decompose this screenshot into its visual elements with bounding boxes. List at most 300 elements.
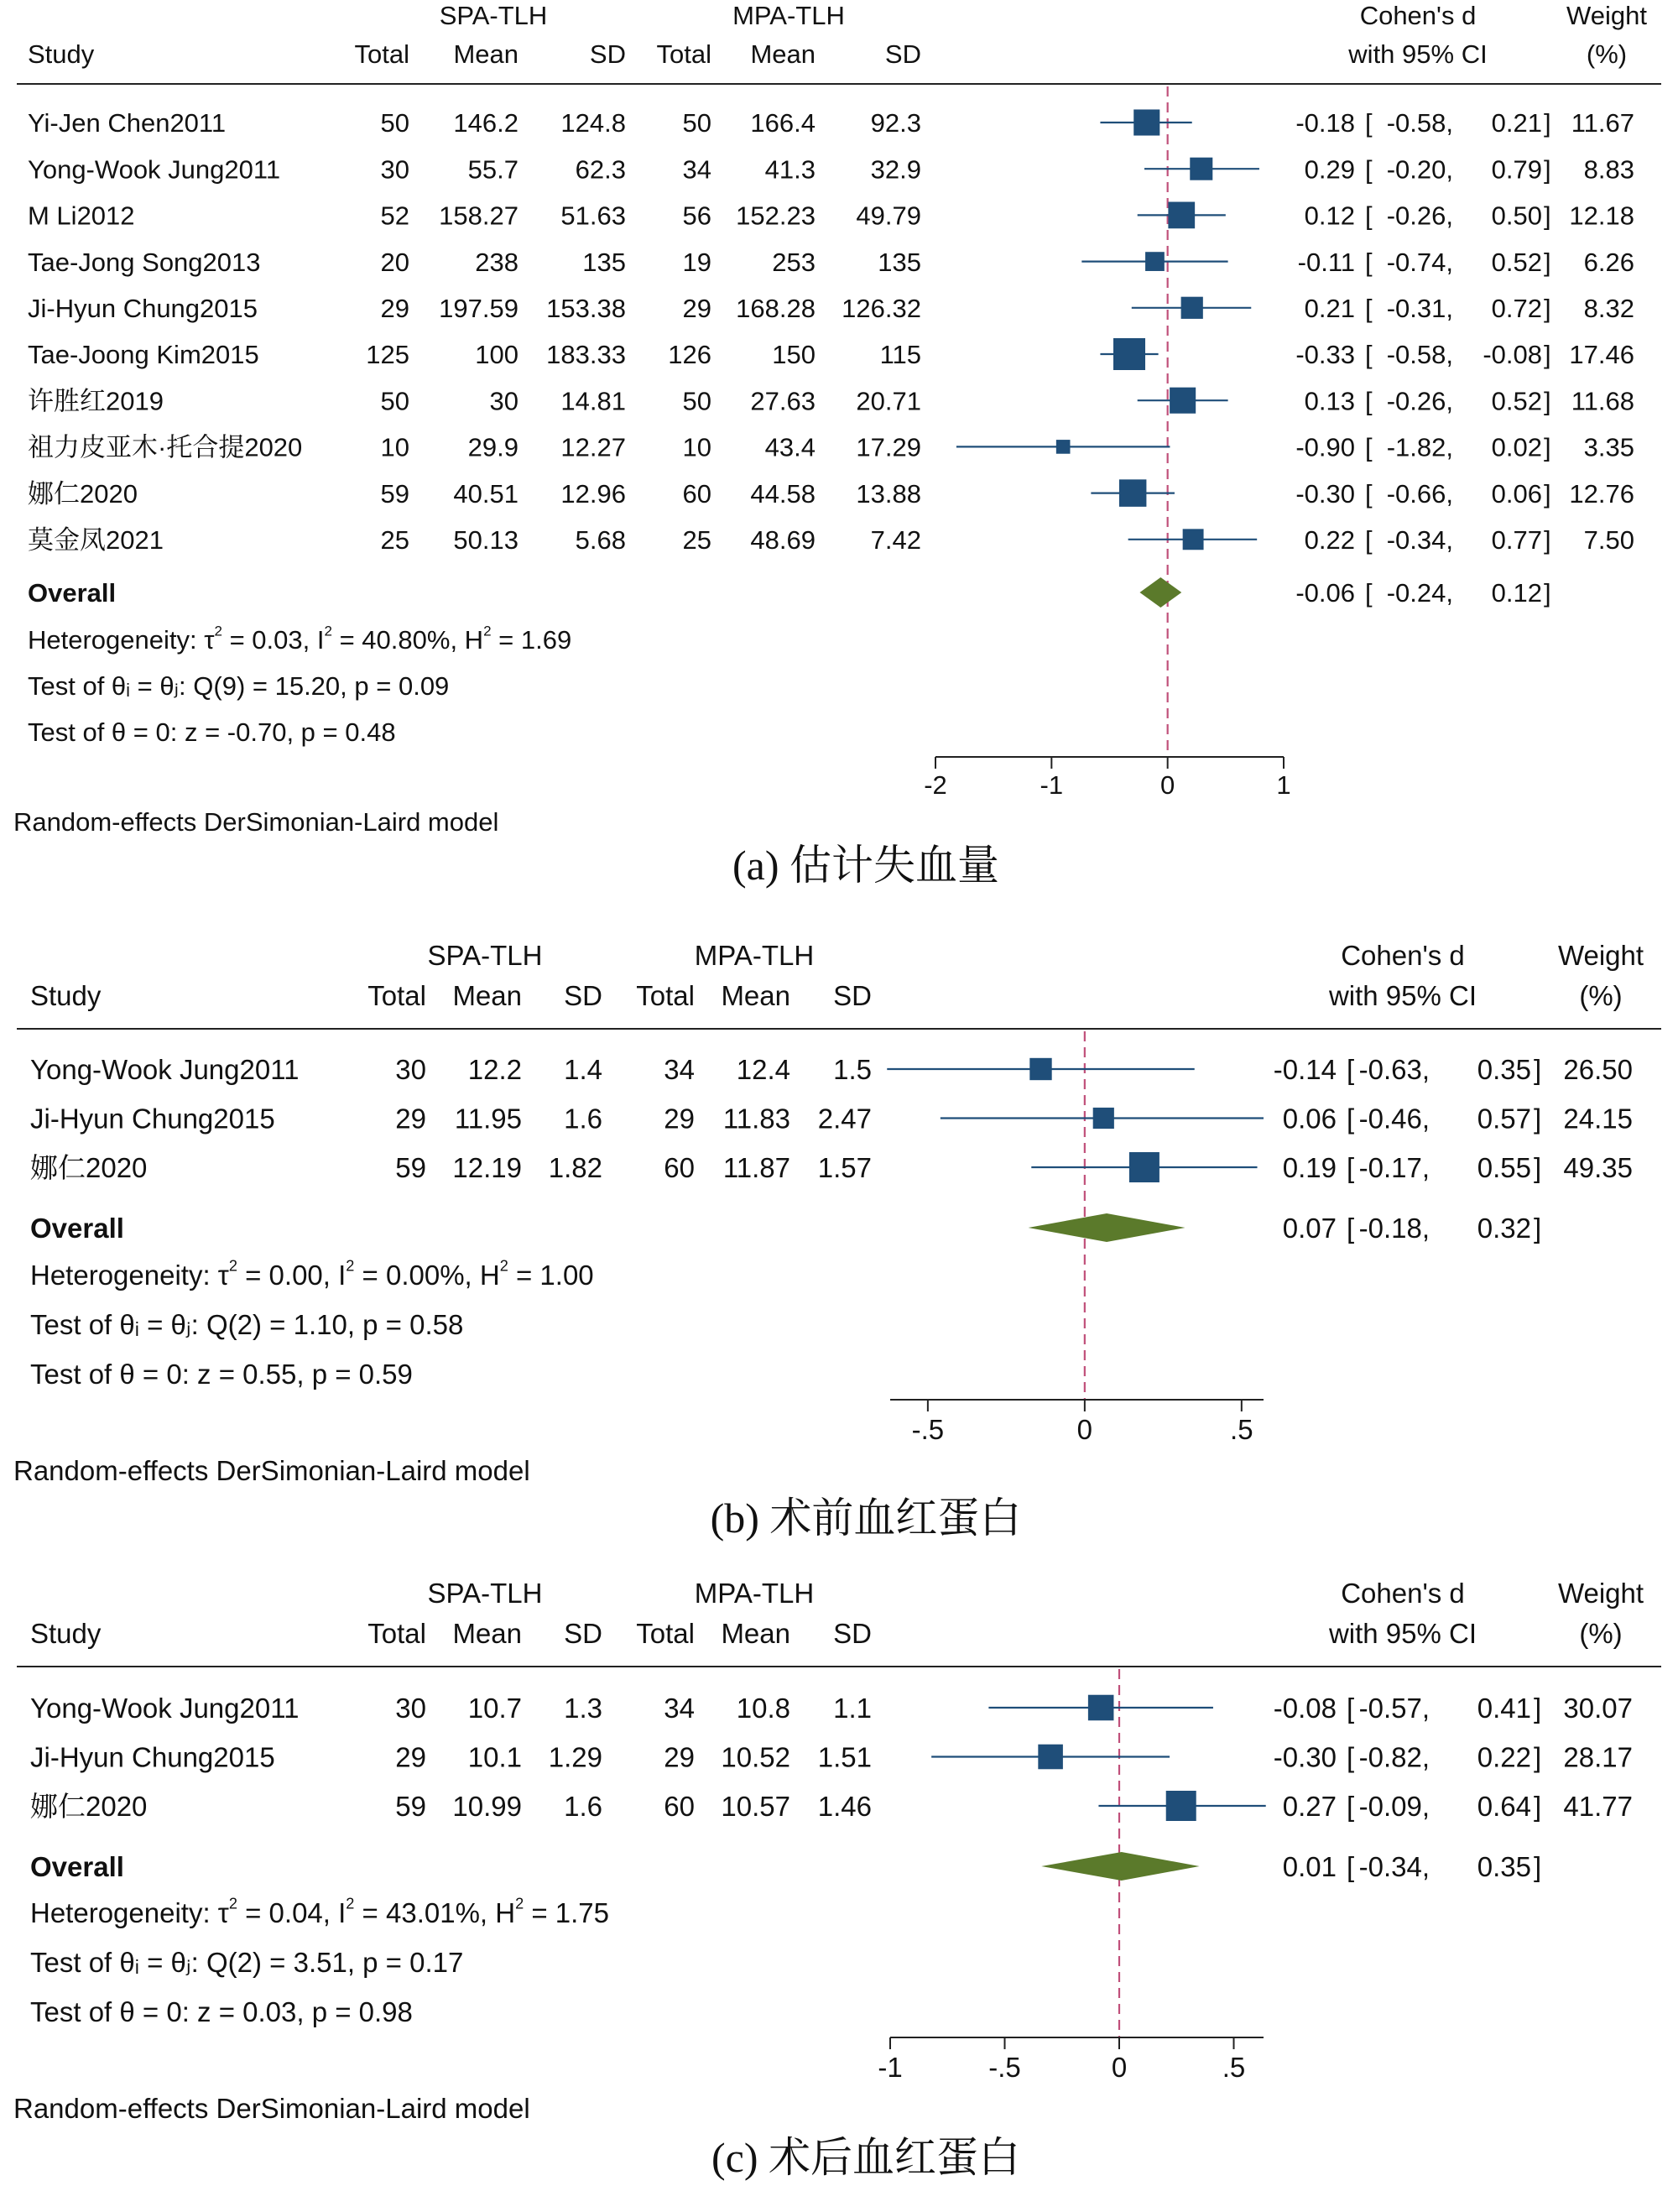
x-tick-label: 0 (1111, 2052, 1128, 2083)
study-value-sd1: 124.8 (560, 108, 626, 138)
column-header-m1: Mean (452, 1618, 522, 1649)
column-header-sd2: SD (884, 39, 921, 69)
ci-upper: 0.41 (1477, 1692, 1531, 1724)
ci-upper: 0.06 (1491, 478, 1542, 509)
superscript: 2 (346, 1895, 355, 1912)
study-value-n1: 30 (395, 1692, 426, 1724)
ci-bracket-close: ] (1544, 293, 1551, 323)
heterogeneity-q-test: Test of θᵢ = θⱼ: Q(9) = 15.20, p = 0.09 (28, 671, 450, 702)
superscript: 2 (483, 623, 492, 639)
study-value-sd2: 135 (878, 247, 921, 277)
study-weight: 11.68 (1571, 386, 1634, 416)
study-value-n2: 29 (664, 1741, 695, 1773)
study-value-sd1: 14.81 (560, 386, 626, 416)
ci-bracket-close: ] (1544, 108, 1551, 138)
overall-ci-upper: 0.32 (1477, 1212, 1531, 1244)
study-label: 娜仁2020 (28, 478, 138, 509)
overall-estimate: 0.07 (1282, 1212, 1337, 1244)
ci-lower: -1.82, (1386, 432, 1453, 462)
ci-bracket-open: [ (1347, 1212, 1355, 1244)
study-value-sd1: 153.38 (546, 293, 626, 323)
study-value-n1: 10 (380, 432, 409, 462)
study-value-n2: 60 (664, 1790, 695, 1822)
heterogeneity-segment: = 40.80%, H (331, 625, 484, 655)
ci-upper: 0.77 (1491, 524, 1542, 555)
effect-marker (1129, 1152, 1159, 1182)
overall-z-test: Test of θ = 0: z = 0.55, p = 0.59 (30, 1358, 413, 1390)
heterogeneity-q-test: Test of θᵢ = θⱼ: Q(2) = 1.10, p = 0.58 (30, 1308, 464, 1340)
ci-bracket-open: [ (1365, 524, 1373, 555)
study-value-n2: 60 (682, 478, 711, 509)
ci-bracket-close: ] (1534, 1151, 1542, 1183)
weight-header-line2: (%) (1579, 1618, 1623, 1649)
study-value-sd2: 32.9 (870, 154, 921, 185)
effect-marker (1168, 202, 1195, 229)
effect-estimate: 0.19 (1282, 1151, 1337, 1183)
ci-upper: 0.64 (1477, 1790, 1531, 1822)
study-label: 娜仁2020 (30, 1151, 148, 1183)
effect-header-line1: Cohen's d (1341, 1578, 1465, 1609)
study-label: Yong-Wook Jung2011 (30, 1053, 300, 1085)
ci-bracket-close: ] (1544, 340, 1551, 370)
ci-lower: -0.58, (1386, 340, 1453, 370)
ci-bracket-open: [ (1365, 154, 1373, 185)
effect-marker (1038, 1745, 1063, 1770)
heterogeneity-segment: = 0.04, I (237, 1896, 347, 1928)
heterogeneity-stats (28, 623, 571, 655)
ci-bracket-close: ] (1534, 1741, 1542, 1773)
ci-bracket-open: [ (1347, 1103, 1355, 1135)
ci-bracket-open: [ (1347, 1692, 1355, 1724)
ci-upper: 0.35 (1477, 1053, 1531, 1085)
study-value-m2: 10.52 (721, 1741, 790, 1773)
model-note: Random-effects DerSimonian-Laird model (13, 1455, 530, 1486)
overall-ci-upper: 0.12 (1491, 578, 1542, 608)
effect-marker (1088, 1695, 1114, 1721)
column-header-study: Study (28, 39, 95, 69)
overall-diamond (1041, 1852, 1199, 1881)
ci-bracket-close: ] (1534, 1692, 1542, 1724)
ci-lower: -0.74, (1386, 247, 1453, 277)
study-weight: 7.50 (1583, 524, 1634, 555)
x-tick-label: .5 (1222, 2052, 1246, 2083)
effect-estimate: 0.06 (1282, 1103, 1337, 1135)
ci-bracket-close: ] (1544, 386, 1551, 416)
ci-lower: -0.46, (1358, 1103, 1430, 1135)
study-value-n1: 29 (395, 1103, 426, 1135)
column-header-n1: Total (367, 1618, 426, 1649)
study-weight: 3.35 (1583, 432, 1634, 462)
ci-bracket-open: [ (1365, 201, 1373, 231)
overall-label: Overall (28, 578, 117, 608)
study-label: Ji-Hyun Chung2015 (28, 293, 258, 323)
ci-lower: -0.17, (1358, 1151, 1430, 1183)
weight-header-line2: (%) (1586, 39, 1628, 69)
ci-bracket-open: [ (1365, 578, 1373, 608)
effect-marker (1029, 1058, 1051, 1080)
study-value-m1: 100 (475, 340, 519, 370)
effect-estimate: -0.18 (1295, 108, 1355, 138)
effect-marker (1190, 158, 1212, 180)
study-weight: 12.18 (1569, 201, 1634, 231)
study-value-n1: 29 (380, 293, 409, 323)
study-value-m2: 253 (772, 247, 816, 277)
study-value-n1: 25 (380, 524, 409, 555)
x-tick-label: -.5 (988, 2052, 1021, 2083)
study-value-n1: 30 (395, 1053, 426, 1085)
ci-bracket-open: [ (1347, 1790, 1355, 1822)
effect-estimate: -0.90 (1295, 432, 1355, 462)
study-value-sd1: 183.33 (546, 340, 626, 370)
study-value-n1: 29 (395, 1741, 426, 1773)
forest-plot-b (0, 931, 1678, 1569)
effect-marker (1119, 479, 1146, 506)
study-label: 祖力皮亚木·托合提2020 (28, 432, 303, 462)
study-value-n1: 50 (380, 386, 409, 416)
effect-estimate: 0.22 (1304, 524, 1355, 555)
forest-plot-c (0, 1569, 1678, 2212)
effect-estimate: 0.12 (1304, 201, 1355, 231)
study-value-sd1: 12.96 (560, 478, 626, 509)
study-weight: 8.83 (1583, 154, 1634, 185)
effect-estimate: 0.21 (1304, 293, 1355, 323)
study-value-m1: 11.95 (454, 1103, 522, 1135)
study-label: Tae-Joong Kim2015 (28, 340, 259, 370)
study-value-n1: 52 (380, 201, 409, 231)
effect-marker (1166, 1791, 1196, 1821)
group-label-spa: SPA-TLH (427, 1578, 543, 1609)
forest-plot-b-svg (0, 931, 1678, 1569)
study-value-n2: 29 (664, 1103, 695, 1135)
ci-bracket-open: [ (1365, 108, 1373, 138)
study-weight: 8.32 (1583, 293, 1634, 323)
study-weight: 6.26 (1583, 247, 1634, 277)
ci-lower: -0.20, (1386, 154, 1453, 185)
study-value-m1: 55.7 (467, 154, 519, 185)
overall-ci-lower: -0.34, (1358, 1850, 1430, 1882)
study-value-sd1: 1.4 (564, 1053, 602, 1085)
ci-lower: -0.09, (1358, 1790, 1430, 1822)
effect-estimate: -0.08 (1273, 1692, 1337, 1724)
x-tick-label: -1 (878, 2052, 903, 2083)
ci-bracket-close: ] (1534, 1850, 1542, 1882)
superscript: 2 (228, 1895, 237, 1912)
study-value-n2: 34 (664, 1053, 695, 1085)
study-value-sd2: 115 (879, 340, 921, 370)
ci-upper: 0.79 (1491, 154, 1542, 185)
study-weight: 49.35 (1563, 1151, 1633, 1183)
study-value-m1: 10.1 (467, 1741, 522, 1773)
model-note: Random-effects DerSimonian-Laird model (13, 807, 499, 837)
ci-lower: -0.57, (1358, 1692, 1430, 1724)
study-label: Yong-Wook Jung2011 (28, 154, 281, 185)
ci-bracket-close: ] (1544, 524, 1551, 555)
heterogeneity-segment: = 0.00%, H (354, 1259, 500, 1291)
study-weight: 12.76 (1569, 478, 1634, 509)
study-value-n1: 59 (380, 478, 409, 509)
column-header-m2: Mean (721, 980, 790, 1011)
effect-marker (1183, 529, 1204, 550)
forest-plot-a (0, 0, 1678, 923)
effect-header-line2: with 95% CI (1348, 39, 1488, 69)
study-value-m1: 40.51 (453, 478, 519, 509)
heterogeneity-segment: Heterogeneity: τ (30, 1896, 229, 1928)
study-value-n2: 60 (664, 1151, 695, 1183)
effect-marker (1056, 440, 1071, 454)
study-value-sd1: 1.6 (564, 1103, 602, 1135)
group-label-spa: SPA-TLH (439, 1, 548, 30)
study-value-n2: 50 (682, 108, 711, 138)
ci-upper: 0.52 (1491, 386, 1542, 416)
effect-marker (1133, 109, 1159, 135)
study-value-m1: 158.27 (439, 201, 519, 231)
x-tick-label: 0 (1160, 770, 1175, 800)
study-value-n1: 59 (395, 1790, 426, 1822)
study-value-sd1: 62.3 (575, 154, 626, 185)
heterogeneity-stats (30, 1257, 594, 1291)
superscript: 2 (214, 623, 222, 639)
study-weight: 26.50 (1563, 1053, 1633, 1085)
effect-estimate: 0.13 (1304, 386, 1355, 416)
study-weight: 30.07 (1563, 1692, 1633, 1724)
column-header-m2: Mean (750, 39, 816, 69)
ci-lower: -0.63, (1358, 1053, 1430, 1085)
effect-estimate: -0.30 (1295, 478, 1355, 509)
effect-header-line2: with 95% CI (1328, 980, 1477, 1011)
study-value-sd1: 1.29 (548, 1741, 602, 1773)
ci-bracket-close: ] (1544, 201, 1551, 231)
heterogeneity-segment: Heterogeneity: τ (30, 1259, 229, 1291)
ci-upper: 0.02 (1491, 432, 1542, 462)
ci-lower: -0.34, (1386, 524, 1453, 555)
heterogeneity-segment: Heterogeneity: τ (28, 625, 215, 655)
overall-label: Overall (30, 1850, 124, 1882)
superscript: 2 (499, 1257, 508, 1275)
heterogeneity-stats (30, 1895, 609, 1928)
study-value-m2: 41.3 (764, 154, 816, 185)
study-value-m2: 166.4 (750, 108, 816, 138)
study-label: Ji-Hyun Chung2015 (30, 1741, 275, 1773)
study-value-m1: 12.19 (452, 1151, 522, 1183)
ci-lower: -0.26, (1386, 386, 1453, 416)
weight-header-line1: Weight (1557, 940, 1644, 971)
weight-header-line1: Weight (1566, 1, 1647, 30)
study-value-m2: 168.28 (736, 293, 816, 323)
study-value-n2: 25 (682, 524, 711, 555)
effect-estimate: -0.14 (1273, 1053, 1337, 1085)
heterogeneity-segment: = 1.69 (491, 625, 572, 655)
study-value-n2: 34 (682, 154, 711, 185)
study-value-m2: 11.83 (722, 1103, 790, 1135)
ci-bracket-open: [ (1347, 1741, 1355, 1773)
ci-bracket-open: [ (1365, 386, 1373, 416)
study-value-sd2: 1.57 (817, 1151, 872, 1183)
ci-bracket-open: [ (1365, 340, 1373, 370)
x-tick-label: -2 (924, 770, 947, 800)
study-label: 莫金凤2021 (28, 524, 164, 555)
ci-upper: 0.22 (1477, 1741, 1531, 1773)
column-header-study: Study (30, 1618, 102, 1649)
study-value-sd1: 12.27 (560, 432, 626, 462)
study-value-n2: 50 (682, 386, 711, 416)
study-value-sd2: 1.1 (833, 1692, 872, 1724)
overall-estimate: -0.06 (1295, 578, 1355, 608)
study-value-m2: 12.4 (736, 1053, 790, 1085)
effect-marker (1093, 1108, 1114, 1129)
effect-estimate: 0.27 (1282, 1790, 1337, 1822)
ci-bracket-open: [ (1365, 293, 1373, 323)
ci-lower: -0.26, (1386, 201, 1453, 231)
effect-marker (1113, 338, 1145, 370)
effect-marker (1145, 252, 1165, 271)
study-value-sd1: 135 (582, 247, 626, 277)
column-header-sd1: SD (564, 1618, 602, 1649)
ci-upper: 0.21 (1491, 108, 1542, 138)
study-value-m1: 10.7 (467, 1692, 522, 1724)
study-value-n2: 126 (668, 340, 711, 370)
effect-header-line1: Cohen's d (1341, 940, 1465, 971)
column-header-sd1: SD (589, 39, 626, 69)
overall-ci-lower: -0.24, (1386, 578, 1453, 608)
study-weight: 11.67 (1571, 108, 1634, 138)
study-value-n1: 30 (380, 154, 409, 185)
column-header-m1: Mean (452, 980, 522, 1011)
study-value-n1: 50 (380, 108, 409, 138)
effect-estimate: -0.30 (1273, 1741, 1337, 1773)
column-header-n2: Total (636, 1618, 695, 1649)
column-header-n1: Total (354, 39, 409, 69)
study-value-n2: 34 (664, 1692, 695, 1724)
overall-ci-upper: 0.35 (1477, 1850, 1531, 1882)
study-value-n1: 20 (380, 247, 409, 277)
ci-bracket-close: ] (1534, 1053, 1542, 1085)
study-value-sd2: 7.42 (870, 524, 921, 555)
study-label: Ji-Hyun Chung2015 (30, 1103, 275, 1135)
study-label: 娜仁2020 (30, 1790, 148, 1822)
forest-plot-c-svg (0, 1569, 1678, 2212)
overall-z-test: Test of θ = 0: z = 0.03, p = 0.98 (30, 1995, 413, 2027)
study-value-sd2: 17.29 (856, 432, 921, 462)
x-tick-label: -.5 (911, 1414, 945, 1445)
study-value-m1: 10.99 (452, 1790, 522, 1822)
ci-bracket-close: ] (1534, 1103, 1542, 1135)
ci-bracket-close: ] (1544, 154, 1551, 185)
column-header-m1: Mean (453, 39, 519, 69)
effect-marker (1170, 388, 1196, 414)
heterogeneity-segment: = 0.03, I (221, 625, 325, 655)
study-label: Yi-Jen Chen2011 (28, 108, 227, 138)
column-header-sd1: SD (564, 980, 602, 1011)
study-weight: 28.17 (1563, 1741, 1633, 1773)
study-value-n2: 29 (682, 293, 711, 323)
group-label-mpa: MPA-TLH (694, 940, 815, 971)
weight-header-line2: (%) (1579, 980, 1623, 1011)
ci-lower: -0.66, (1386, 478, 1453, 509)
study-weight: 17.46 (1569, 340, 1634, 370)
study-value-sd2: 2.47 (817, 1103, 872, 1135)
overall-diamond (1139, 577, 1181, 608)
ci-upper: 0.72 (1491, 293, 1542, 323)
study-value-sd1: 1.6 (564, 1790, 602, 1822)
ci-bracket-open: [ (1347, 1151, 1355, 1183)
study-value-sd1: 51.63 (560, 201, 626, 231)
ci-bracket-open: [ (1365, 247, 1373, 277)
overall-diamond (1029, 1213, 1186, 1242)
study-value-sd2: 49.79 (856, 201, 921, 231)
study-label: M Li2012 (28, 201, 135, 231)
study-value-m1: 146.2 (453, 108, 519, 138)
effect-estimate: -0.33 (1295, 340, 1355, 370)
column-header-n1: Total (367, 980, 426, 1011)
study-value-m2: 44.58 (750, 478, 816, 509)
panel-caption: (c) 术后血红蛋白 (711, 2134, 1020, 2181)
overall-label: Overall (30, 1212, 124, 1244)
ci-upper: 0.52 (1491, 247, 1542, 277)
ci-bracket-open: [ (1365, 432, 1373, 462)
study-value-m1: 29.9 (467, 432, 519, 462)
heterogeneity-segment: = 0.00, I (237, 1259, 347, 1291)
effect-estimate: -0.11 (1297, 247, 1355, 277)
study-value-n2: 56 (682, 201, 711, 231)
column-header-n2: Total (636, 980, 695, 1011)
group-label-spa: SPA-TLH (427, 940, 543, 971)
ci-lower: -0.31, (1386, 293, 1453, 323)
study-value-n1: 59 (395, 1151, 426, 1183)
study-value-m2: 48.69 (750, 524, 816, 555)
heterogeneity-segment: = 1.00 (508, 1259, 594, 1291)
ci-upper: -0.08 (1483, 340, 1542, 370)
x-tick-label: .5 (1230, 1414, 1253, 1445)
effect-header-line2: with 95% CI (1328, 1618, 1477, 1649)
study-value-sd2: 20.71 (856, 386, 921, 416)
study-value-m2: 27.63 (750, 386, 816, 416)
ci-bracket-close: ] (1534, 1212, 1542, 1244)
weight-header-line1: Weight (1557, 1578, 1644, 1609)
study-value-m2: 11.87 (722, 1151, 790, 1183)
study-value-n1: 125 (366, 340, 409, 370)
panel-caption: (b) 术前血红蛋白 (710, 1495, 1022, 1542)
study-value-m2: 43.4 (764, 432, 816, 462)
ci-upper: 0.57 (1477, 1103, 1531, 1135)
ci-upper: 0.55 (1477, 1151, 1531, 1183)
x-tick-label: 1 (1276, 770, 1291, 800)
study-label: Yong-Wook Jung2011 (30, 1692, 300, 1724)
x-tick-label: 0 (1076, 1414, 1093, 1445)
ci-bracket-close: ] (1534, 1790, 1542, 1822)
study-value-m2: 10.8 (736, 1692, 790, 1724)
ci-lower: -0.58, (1386, 108, 1453, 138)
study-value-m1: 12.2 (467, 1053, 522, 1085)
study-value-m1: 238 (475, 247, 519, 277)
column-header-study: Study (30, 980, 102, 1011)
study-value-sd1: 5.68 (575, 524, 626, 555)
effect-marker (1181, 297, 1203, 319)
overall-z-test: Test of θ = 0: z = -0.70, p = 0.48 (28, 717, 396, 748)
study-value-sd1: 1.82 (548, 1151, 602, 1183)
ci-bracket-close: ] (1544, 432, 1551, 462)
ci-bracket-close: ] (1544, 247, 1551, 277)
study-label: Tae-Jong Song2013 (28, 247, 261, 277)
heterogeneity-q-test: Test of θᵢ = θⱼ: Q(2) = 3.51, p = 0.17 (30, 1946, 464, 1978)
column-header-m2: Mean (721, 1618, 790, 1649)
x-tick-label: -1 (1040, 770, 1064, 800)
superscript: 2 (228, 1257, 237, 1275)
panel-caption: (a) 估计失血量 (732, 842, 999, 889)
study-value-m2: 10.57 (721, 1790, 790, 1822)
superscript: 2 (515, 1895, 524, 1912)
study-value-sd2: 1.5 (833, 1053, 872, 1085)
study-value-m1: 50.13 (453, 524, 519, 555)
